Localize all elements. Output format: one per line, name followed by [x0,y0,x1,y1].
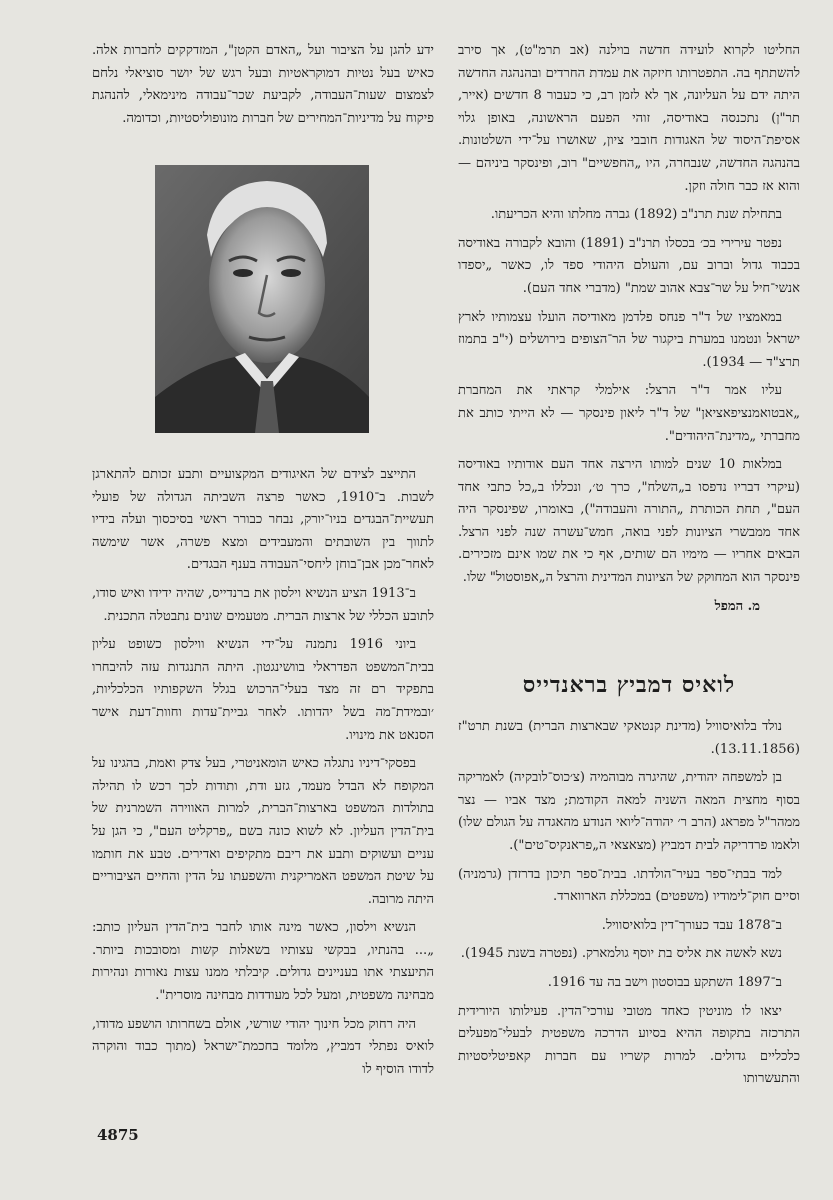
paragraph: נשא לאשה את אליס בת יוסף גולמארק. (נפטרה בשנת 1945). [460,946,782,962]
paragraph: בתחילת שנת תרנ"ב (1892) גברה מחלתו והיא הכריעתו. [490,207,782,223]
left-column [92,40,434,1077]
article-body [458,716,800,1097]
paragraph: החליטו לקרוא לועידה חדשה בוילנה (אב תרמ"ט), אך סירב להשתתף בה. התפטרותו חיזקה את עמדת החרדים ובהנהגה החדשה היתה ידם על העליונה, אך לא לזמן רב, כי כעבור 8 חדשים (אייר, תר"ן) נתכנסה באודיסה, זוהי הפעם הראשונה, באופן גלוי אסיפת־היסוד של האגודות חובבי ציון, שאושרו על־ידי השלטונות. בהנהגה החדשה, שנבחרה, היו „החפשיים" רוב, ופינסקר ביניהם — והוא אז כבר חולה וזקן. [458,43,800,194]
paragraph: יצאו לו מוניטין כאחד מטובי עורכי־הדין. פעילותו היורידית התרכזה בתקופה ההיא בסיוע הדרכה משפטית לבעלי־מפעלים כלכליים גדולים. למרות קשריו עם חברות קאפיטליסטיות והתעשרותו [458,1003,800,1087]
paragraph: היה רחוק מכל חינוך יהודי שורשי, אולם בשחרותו הושפע מדודו, לואיס נפתלי דמביץ, מלומד בחכמת־ישראל (מתוך כבוד והוקרה לדודו הוסיף לו [92,1016,434,1077]
paragraph: בן למשפחה יהודית, שהיגרה מבוהמיה (צ׳כוס־לובקיה) לאמריקה בסוף מחצית המאה השניה למאה הקודמת; מצד אביו — נצר ממהר"ל מפראג (הרב ר׳ יהודה־ליואי הנודע מהאגדה על הגולם שלו) ולאמו פרדריקה לבית דמביץ (מצאצאי ה„פראנקיס־טים"). [458,770,800,853]
paragraph: במאמציו של ד"ר פנחס פלדמן מאודיסה הועלו עצמותיו לארץ ישראל ונטמנו במערת ביקגור של הר־הצופים בירושלים (י"ב בתמוז תרצ"ד — 1934). [458,309,800,370]
paragraph: למד בבתי־ספר בעיר־הולדתו. בבית־ספר תיכון בדרזדן (גרמניה) וסיים חוק־לימודיו (משפטים) במכללת הארווארד. [458,866,800,905]
paragraph: עליו אמר ד"ר הרצל: אילמלי קראתי את המחברת „אבטואמנציפאציאן" של ד"ר ליאון פינסקר — לא הייתי כותב את מחברתי „מדינת־היהודים". [458,383,800,444]
portrait-image [155,165,369,433]
page-number: 4875 [97,1126,139,1144]
paragraph: ב־1897 השתקע בבוסטון וישב בה עד 1916. [547,974,782,990]
paragraph: נולד בלואיסוויל (מדינת קנטאקי שבארצות הברית) בשנת תרט"ז (13.11.1856). [458,719,800,757]
paragraph: התייצב לצידם של האיגודים המקצועיים ותבע זכותם להתארגן לשבות. ב־1910, כאשר פרצה השביתה הגדולה של פועלי תעשיית־הבגדים בניו־יורק, נבחר כבורר ראשי בסיכסוך ועלה בידיו לתווך בין השובתים והמעבידים ומצא פשרה, אשר שימשה לאחר־מכן אבן־בוחן ליחסי־העבודה בענף הבגדים. [92,467,434,573]
paragraph: במלאות 10 שנים למותו הירצה אחד העם אודותיו באודיסה (עיקרי דבריו נדפסו ב„השלח", כרך ט׳, ונכללו ב„כל כתבי אחד העם", תחת הכותרת „התורה והעבודה"), באומרו, שפינסקר היה אחד ממבשרי הציונות לפני בואה, חמש־עשרה שנה לפני הרצל. הבאים אחריו — מימיו הם שותים, אף כי את שמו אינם מזכירים. פינסקר הוא המחוקק של הציונות המדינית והרצל ה„אפוסטול" שלו. [458,457,800,586]
left-bottom-text [92,464,434,1087]
article-title: לואיס דמביץ בראנדייס [522,672,736,698]
paragraph: הנשיא וילסון, כאשר מינה אותו לחבר בית־הדין העליון כותב: „... בהנתיו, בבקשי עצותיו בשאלות קשות ומסובכות ביותר. התיעצתי אתו בעניינים גדולים. קיבלתי ממנו עצות נאורות ונהירות מבחינה משפטית, ומעל לכל מעודדות מבחינה מוסרית". [92,920,434,1004]
paragraph: ב־1878 עבד כעורך־דין בלואיסוויל. [601,917,782,933]
paragraph: בפסקי־דיניו נתגלה כאיש הומאניטרי, בעל צדק ואמת, בהגינו על המקופח לא הבדל מעמד, גזע ודת, ותודות לכך רכש לו תהילה בתולדות המשפט בארצות־הברית, למרות האווירה השמרנית של בית־הדין העליון. לא לשוא כונה בשם „פרקליט העם", כי הגן על עניים ועשוקים ותבע את ריבם מתקיפים ואדירים. טבע את חותמו על שיטת המשפט האמריקנית והשפעתו על הדין והחיים הציבוריים היתה מרובה. [92,756,434,907]
left-top-paragraph [92,40,434,130]
paragraph: נפטר עירירי בכ׳ בכסלו תרנ"ב (1891) והובא לקבורה באודיסה בכבוד גדול וברוב עם, והעולם היהודי ספד לו, כאשר „יספדו אנשי־חיל על שר־צבא אהוב שמת" (מדברי אחד העם). [458,235,800,296]
paragraph: ידע להגן על הציבור ועל „האדם הקטן", המזדקקים לחברות אלה. כאיש בעל נטיות דמוקראטיות ובעל רגש של יושר סוציאלי נלחם לצמצום שעות־העבודה, לקביעת שכר־עבודה מינימאלי, להנהגת פיקוח על מדיניות־המחירים של חברות מונופוליסטיות, וכדומה. [92,43,434,126]
paragraph: ביוני 1916 נתמנה על־ידי הנשיא ווילסון כשופט עליון בבית־המשפט הפדראלי בוושינגטון. היתה התנגדות עזה להיבחרו בתפקיד רם זה מצד בעלי־הרכוש בגלל השקפותיו הכלכליות, ׳ובמידת־מה בשל יהדותו. לאחר גביית־עדות וחוות־דעת אישר הסנאט את מינויו. [92,637,434,743]
portrait-photo [155,165,369,433]
paragraph: ב־1913 הציע הנשיא וילסון את ברנדייס, שהיה ידידו ואיש סודו, לתובע הכללי של ארצות הברית. מטעמים שונים נתבטלה התכנית. [92,585,434,624]
author-signature: מ. המפל [714,598,760,614]
right-column [458,40,800,618]
